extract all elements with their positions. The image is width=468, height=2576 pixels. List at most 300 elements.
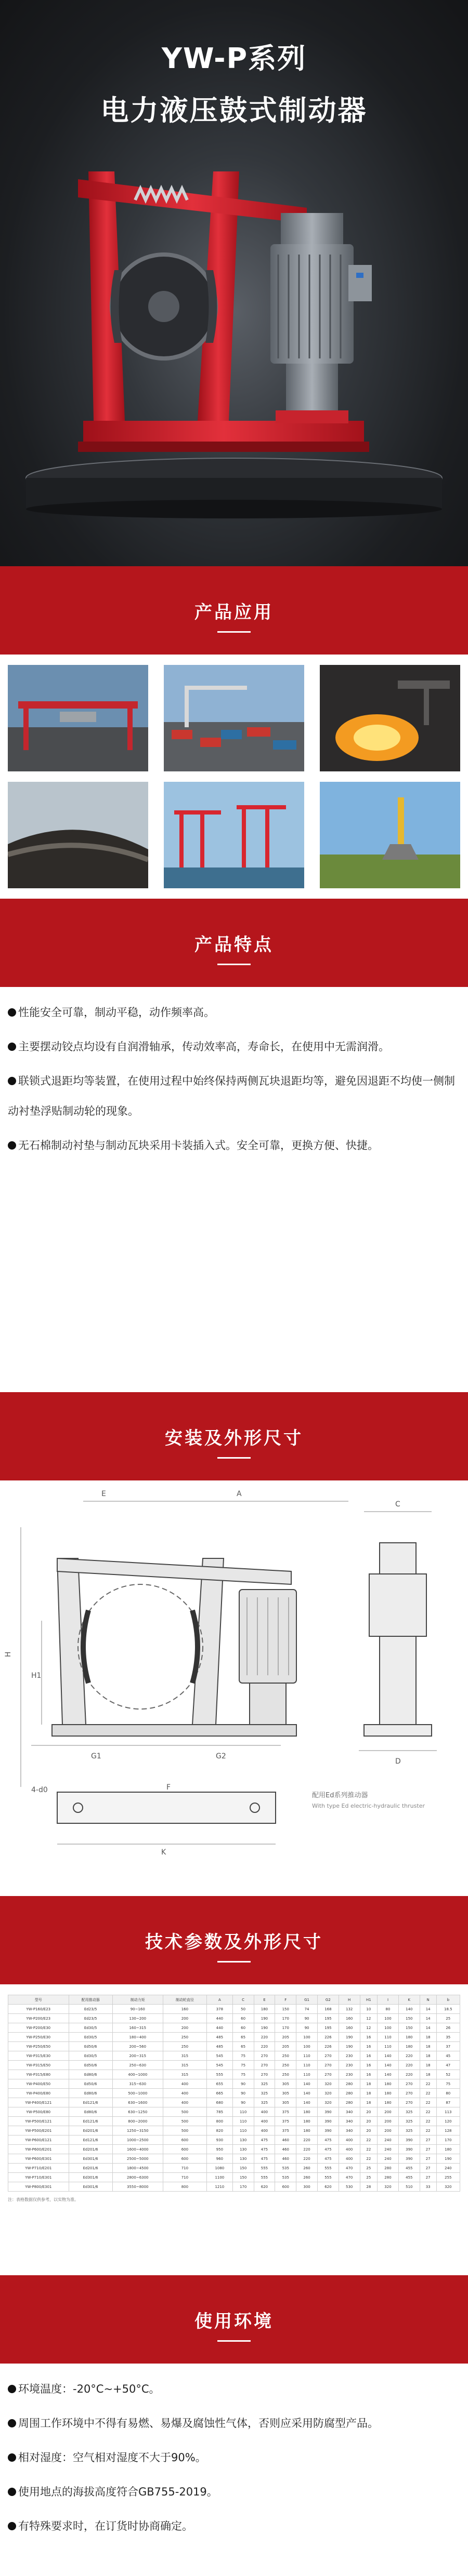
table-cell: 130~200 xyxy=(112,2014,163,2023)
table-cell: 200 xyxy=(163,2023,206,2033)
table-cell: 320 xyxy=(436,2182,460,2192)
table-cell: 150 xyxy=(232,2173,254,2182)
application-photo-grid xyxy=(0,655,468,899)
photo-steel-mill xyxy=(320,665,460,771)
table-cell: 325 xyxy=(254,2098,275,2107)
table-cell: 113 xyxy=(436,2107,460,2117)
table-cell: 140 xyxy=(378,2061,399,2070)
table-cell: 226 xyxy=(317,2033,339,2042)
table-cell: 390 xyxy=(317,2117,339,2126)
table-row xyxy=(8,2061,460,2070)
table-cell: 90 xyxy=(296,2014,318,2023)
table-cell: 18 xyxy=(420,2051,436,2061)
table-cell: 170 xyxy=(275,2023,296,2033)
table-cell: 140 xyxy=(296,2098,318,2107)
table-cell: Ed30/5 xyxy=(69,2051,112,2061)
table-cell: 390 xyxy=(317,2107,339,2117)
table-row xyxy=(8,2173,460,2182)
table-cell: Ed121/6 xyxy=(69,2117,112,2126)
table-cell: 305 xyxy=(275,2098,296,2107)
table-cell: 200 xyxy=(378,2107,399,2117)
table-cell: 100 xyxy=(378,2014,399,2023)
table-cell: 475 xyxy=(317,2135,339,2145)
table-row xyxy=(8,2117,460,2126)
table-cell: 320 xyxy=(317,2098,339,2107)
table-cell: 190 xyxy=(436,2154,460,2164)
table-cell: 800~2000 xyxy=(112,2117,163,2126)
table-cell: 90 xyxy=(232,2089,254,2098)
table-cell: 305 xyxy=(275,2089,296,2098)
table-cell: 22 xyxy=(360,2135,377,2145)
table-cell: YW-P250/E50 xyxy=(8,2042,69,2051)
bullet-icon xyxy=(8,2522,16,2530)
table-cell: 14 xyxy=(420,2005,436,2014)
table-cell: 460 xyxy=(275,2154,296,2164)
table-cell: 400 xyxy=(163,2089,206,2098)
table-cell: 90 xyxy=(232,2079,254,2089)
table-cell: 400 xyxy=(163,2098,206,2107)
table-cell: Ed301/6 xyxy=(69,2173,112,2182)
table-cell: Ed301/6 xyxy=(69,2154,112,2164)
spec-col-header: N xyxy=(420,1995,436,2005)
table-cell: 22 xyxy=(420,2089,436,2098)
table-cell: 390 xyxy=(398,2135,420,2145)
table-cell: 250 xyxy=(163,2042,206,2051)
table-cell: 120 xyxy=(436,2117,460,2126)
table-cell: 90 xyxy=(296,2023,318,2033)
table-cell: 190 xyxy=(339,2033,360,2042)
table-row xyxy=(8,2033,460,2042)
table-cell: 950 xyxy=(206,2145,232,2154)
table-cell: 18 xyxy=(420,2033,436,2042)
table-row xyxy=(8,2154,460,2164)
table-cell: 545 xyxy=(206,2051,232,2061)
table-cell: 400 xyxy=(339,2154,360,2164)
table-cell: 250 xyxy=(163,2033,206,2042)
thruster-note-cn: 配用Ed系列推动器 xyxy=(312,1792,368,1799)
table-cell: 180 xyxy=(296,2107,318,2117)
table-cell: 325 xyxy=(254,2079,275,2089)
table-cell: Ed80/6 xyxy=(69,2089,112,2098)
table-cell: YW-P600/E121 xyxy=(8,2135,69,2145)
table-cell: 47 xyxy=(436,2061,460,2070)
table-cell: 90 xyxy=(232,2098,254,2107)
table-cell: 375 xyxy=(275,2107,296,2117)
table-cell: 475 xyxy=(317,2154,339,2164)
hero-title-product: 电力液压鼓式制动器 xyxy=(100,94,368,127)
table-cell: 305 xyxy=(275,2079,296,2089)
section-header-environment xyxy=(0,2275,468,2364)
table-cell: 620 xyxy=(254,2182,275,2192)
table-cell: 200 xyxy=(378,2117,399,2126)
table-cell: 170 xyxy=(436,2135,460,2145)
table-cell: 16 xyxy=(360,2061,377,2070)
section-title: 使用环境 xyxy=(194,2307,274,2332)
table-cell: 100 xyxy=(378,2023,399,2033)
table-cell: Ed201/6 xyxy=(69,2164,112,2173)
table-cell: 535 xyxy=(275,2164,296,2173)
table-cell: 22 xyxy=(420,2098,436,2107)
table-cell: 455 xyxy=(398,2164,420,2173)
dim-label-g1: G1 xyxy=(91,1752,101,1760)
table-cell: 1080 xyxy=(206,2164,232,2173)
table-cell: 390 xyxy=(398,2145,420,2154)
table-cell: 325 xyxy=(254,2089,275,2098)
table-cell: 475 xyxy=(317,2145,339,2154)
table-cell: 110 xyxy=(296,2061,318,2070)
table-cell: 315 xyxy=(163,2051,206,2061)
table-cell: 630~1250 xyxy=(112,2107,163,2117)
table-cell: 60 xyxy=(232,2014,254,2023)
table-cell: 22 xyxy=(420,2079,436,2089)
table-cell: 195 xyxy=(317,2023,339,2033)
table-cell: 270 xyxy=(398,2089,420,2098)
table-cell: 820 xyxy=(206,2126,232,2135)
table-cell: 280 xyxy=(378,2164,399,2173)
table-cell: 400 xyxy=(254,2117,275,2126)
table-cell: 150 xyxy=(275,2005,296,2014)
table-cell: 240 xyxy=(436,2164,460,2173)
table-cell: 475 xyxy=(254,2145,275,2154)
table-cell: 50 xyxy=(232,2005,254,2014)
table-cell: 280 xyxy=(339,2079,360,2089)
spec-table-body xyxy=(8,2005,460,2192)
table-row xyxy=(8,2098,460,2107)
table-cell: 160~315 xyxy=(112,2023,163,2033)
table-cell: 250 xyxy=(275,2061,296,2070)
table-cell: 100 xyxy=(296,2042,318,2051)
table-cell: 375 xyxy=(275,2117,296,2126)
environment-list xyxy=(0,2364,468,2556)
photo-quay-container-cranes xyxy=(164,782,304,888)
table-cell: 130 xyxy=(232,2154,254,2164)
environment-item: 有特殊要求时，在订货时协商确定。 xyxy=(8,2511,460,2541)
table-cell: 250~630 xyxy=(112,2061,163,2070)
table-cell: 1800~4500 xyxy=(112,2164,163,2173)
table-cell: 14 xyxy=(420,2023,436,2033)
table-cell: 74 xyxy=(296,2005,318,2014)
section-title: 技术参数及外形尺寸 xyxy=(145,1928,323,1953)
table-cell: 110 xyxy=(232,2126,254,2135)
photo-drilling-rig xyxy=(320,782,460,888)
spec-col-header: 制动力矩 xyxy=(112,1995,163,2005)
table-cell: Ed201/6 xyxy=(69,2145,112,2154)
table-cell: YW-P400/E80 xyxy=(8,2089,69,2098)
table-cell: 180~400 xyxy=(112,2033,163,2042)
table-cell: 475 xyxy=(254,2135,275,2145)
table-cell: 27 xyxy=(420,2173,436,2182)
environment-item: 使用地点的海拔高度符合GB755-2019。 xyxy=(8,2477,460,2507)
spec-col-header: G1 xyxy=(296,1995,318,2005)
table-cell: 150 xyxy=(398,2014,420,2023)
table-cell: 400 xyxy=(254,2107,275,2117)
dim-label-4-d0: 4-d0 xyxy=(31,1786,48,1794)
bullet-icon xyxy=(8,1141,16,1150)
spec-col-header: I xyxy=(378,1995,399,2005)
feature-item: 主要摆动铰点均设有自润滑轴承，传动效率高，寿命长，在使用中无需润滑。 xyxy=(8,1032,460,1062)
table-cell: 1210 xyxy=(206,2182,232,2192)
table-cell: 27 xyxy=(420,2145,436,2154)
bullet-icon xyxy=(8,2385,16,2393)
table-cell: 200 xyxy=(378,2126,399,2135)
table-cell: 140 xyxy=(378,2070,399,2079)
dim-label-e: E xyxy=(101,1490,106,1498)
table-cell: 220 xyxy=(296,2135,318,2145)
spec-col-header: H xyxy=(339,1995,360,2005)
table-cell: 90~160 xyxy=(112,2005,163,2014)
table-row xyxy=(8,2079,460,2089)
table-cell: 110 xyxy=(378,2042,399,2051)
table-cell: 270 xyxy=(317,2061,339,2070)
feature-item: 联锁式退距均等装置，在使用过程中始终保持两侧瓦块退距均等，避免因退距不均使一侧制动衬垫浮贴制动轮的现象。 xyxy=(8,1075,455,1117)
dim-label-k: K xyxy=(161,1848,166,1857)
spec-col-header: 型号 xyxy=(8,1995,69,2005)
table-cell: 132 xyxy=(339,2005,360,2014)
table-cell: 180 xyxy=(378,2079,399,2089)
spec-col-header: A xyxy=(206,1995,232,2005)
table-cell: 27 xyxy=(420,2135,436,2145)
table-cell: 280 xyxy=(339,2098,360,2107)
table-cell: 140 xyxy=(398,2005,420,2014)
table-cell: 315 xyxy=(163,2070,206,2079)
section-header-parameters xyxy=(0,1896,468,1984)
photo-mining-conveyor xyxy=(8,782,148,888)
table-cell: 470 xyxy=(339,2173,360,2182)
hero-banner xyxy=(0,0,468,566)
table-cell: 460 xyxy=(275,2135,296,2145)
dim-label-a: A xyxy=(237,1490,242,1498)
table-cell: 220 xyxy=(398,2061,420,2070)
table-cell: 18.5 xyxy=(436,2005,460,2014)
table-cell: 710 xyxy=(163,2164,206,2173)
table-cell: 390 xyxy=(317,2126,339,2135)
table-cell: 270 xyxy=(398,2098,420,2107)
table-cell: 555 xyxy=(254,2164,275,2173)
table-cell: 400~1000 xyxy=(112,2070,163,2079)
environment-item: 相对湿度：空气相对湿度不大于90%。 xyxy=(8,2442,460,2473)
table-cell: 320 xyxy=(317,2079,339,2089)
table-cell: 655 xyxy=(206,2079,232,2089)
brake-product-image xyxy=(57,151,411,473)
table-cell: 340 xyxy=(339,2126,360,2135)
table-cell: YW-P600/E201 xyxy=(8,2145,69,2154)
table-cell: 255 xyxy=(436,2173,460,2182)
table-cell: 130 xyxy=(232,2135,254,2145)
table-cell: 16 xyxy=(360,2051,377,2061)
table-cell: 270 xyxy=(317,2070,339,2079)
dim-label-h1: H1 xyxy=(31,1672,42,1680)
table-cell: 2800~6300 xyxy=(112,2173,163,2182)
table-cell: 440 xyxy=(206,2014,232,2023)
table-cell: Ed301/6 xyxy=(69,2182,112,2192)
table-cell: 80 xyxy=(436,2089,460,2098)
table-cell: 140 xyxy=(296,2089,318,2098)
table-cell: 205 xyxy=(275,2033,296,2042)
table-cell: 230 xyxy=(339,2051,360,2061)
table-cell: Ed80/6 xyxy=(69,2070,112,2079)
spec-col-header: 制动轮直径 xyxy=(163,1995,206,2005)
dim-label-f: F xyxy=(166,1783,171,1792)
table-cell: YW-P200/E23 xyxy=(8,2014,69,2023)
spec-col-header: F xyxy=(275,1995,296,2005)
table-cell: YW-P400/E50 xyxy=(8,2079,69,2089)
table-cell: 22 xyxy=(360,2154,377,2164)
table-cell: 1000~2500 xyxy=(112,2135,163,2145)
table-row xyxy=(8,2135,460,2145)
table-cell: 220 xyxy=(398,2051,420,2061)
table-cell: 665 xyxy=(206,2089,232,2098)
table-cell: Ed50/6 xyxy=(69,2079,112,2089)
table-row xyxy=(8,2014,460,2023)
dim-label-c: C xyxy=(395,1500,400,1509)
table-cell: 170 xyxy=(275,2014,296,2023)
feature-item: 无石棉制动衬垫与制动瓦块采用卡装插入式。安全可靠，更换方便、快捷。 xyxy=(8,1130,460,1160)
table-cell: 485 xyxy=(206,2033,232,2042)
environment-item: 环境温度：-20°C~+50°C。 xyxy=(8,2374,460,2404)
table-cell: 110 xyxy=(378,2033,399,2042)
table-cell: YW-P500/E201 xyxy=(8,2126,69,2135)
table-cell: 240 xyxy=(378,2154,399,2164)
table-cell: 2500~5000 xyxy=(112,2154,163,2164)
table-row xyxy=(8,2164,460,2173)
table-cell: 620 xyxy=(317,2182,339,2192)
table-cell: YW-P315/E50 xyxy=(8,2061,69,2070)
table-cell: 340 xyxy=(339,2107,360,2117)
table-cell: 500~1000 xyxy=(112,2089,163,2098)
table-cell: 168 xyxy=(317,2005,339,2014)
table-cell: 16 xyxy=(360,2033,377,2042)
table-cell: 530 xyxy=(339,2182,360,2192)
table-row xyxy=(8,2070,460,2079)
feature-item: 性能安全可靠，制动平稳，动作频率高。 xyxy=(8,997,460,1027)
table-cell: YW-P500/E80 xyxy=(8,2107,69,2117)
display-stage xyxy=(21,457,447,519)
table-cell: 190 xyxy=(254,2014,275,2023)
table-cell: Ed201/6 xyxy=(69,2126,112,2135)
table-cell: 22 xyxy=(360,2145,377,2154)
table-cell: 270 xyxy=(254,2061,275,2070)
table-cell: 460 xyxy=(275,2145,296,2154)
table-cell: 315~630 xyxy=(112,2079,163,2089)
table-cell: 500 xyxy=(163,2126,206,2135)
table-cell: 440 xyxy=(206,2023,232,2033)
table-cell: 60 xyxy=(232,2023,254,2033)
spec-table-header-row xyxy=(8,1995,460,2005)
table-cell: 200 xyxy=(163,2014,206,2023)
photo-port-gantry-crane xyxy=(8,665,148,771)
table-cell: 75 xyxy=(232,2051,254,2061)
table-cell: 260 xyxy=(296,2164,318,2173)
table-cell: YW-P250/E30 xyxy=(8,2033,69,2042)
table-row xyxy=(8,2107,460,2117)
table-cell: 130 xyxy=(232,2145,254,2154)
table-cell: 400 xyxy=(339,2145,360,2154)
table-cell: YW-P710/E201 xyxy=(8,2164,69,2173)
table-cell: 14 xyxy=(420,2014,436,2023)
table-cell: 325 xyxy=(398,2107,420,2117)
table-cell: 220 xyxy=(398,2070,420,2079)
table-cell: 270 xyxy=(254,2070,275,2079)
spec-col-header: C xyxy=(232,1995,254,2005)
table-cell: 220 xyxy=(296,2145,318,2154)
table-cell: 18 xyxy=(360,2098,377,2107)
table-cell: 400 xyxy=(163,2079,206,2089)
table-cell: YW-P710/E301 xyxy=(8,2173,69,2182)
table-cell: 230 xyxy=(339,2070,360,2079)
photo-container-terminal xyxy=(164,665,304,771)
table-cell: 240 xyxy=(378,2145,399,2154)
table-cell: 535 xyxy=(275,2173,296,2182)
table-cell: 128 xyxy=(436,2126,460,2135)
table-cell: 800 xyxy=(206,2117,232,2126)
table-cell: 180 xyxy=(398,2042,420,2051)
section-title: 安装及外形尺寸 xyxy=(165,1424,303,1449)
bullet-icon xyxy=(8,2488,16,2496)
table-cell: 710 xyxy=(163,2173,206,2182)
section-title: 产品应用 xyxy=(194,598,274,623)
table-cell: 600 xyxy=(163,2145,206,2154)
table-cell: 205 xyxy=(275,2042,296,2051)
table-cell: 470 xyxy=(339,2164,360,2173)
table-cell: 160 xyxy=(163,2005,206,2014)
table-cell: 555 xyxy=(254,2173,275,2182)
table-cell: 33 xyxy=(420,2182,436,2192)
table-cell: 18 xyxy=(420,2070,436,2079)
spec-table xyxy=(8,1995,460,2192)
table-cell: 18 xyxy=(420,2061,436,2070)
table-cell: YW-P315/E80 xyxy=(8,2070,69,2079)
table-cell: 280 xyxy=(339,2089,360,2098)
table-cell: 220 xyxy=(296,2154,318,2164)
table-cell: Ed50/6 xyxy=(69,2061,112,2070)
table-cell: 315 xyxy=(163,2061,206,2070)
environment-item: 周围工作环境中不得有易燃、易爆及腐蚀性气体，否则应采用防腐型产品。 xyxy=(8,2408,460,2438)
table-cell: 195 xyxy=(317,2014,339,2023)
table-cell: Ed121/6 xyxy=(69,2135,112,2145)
table-cell: 140 xyxy=(296,2079,318,2089)
table-cell: 22 xyxy=(420,2126,436,2135)
table-cell: 190 xyxy=(254,2023,275,2033)
table-cell: 455 xyxy=(398,2173,420,2182)
table-cell: 180 xyxy=(398,2033,420,2042)
bullet-icon xyxy=(8,1077,16,1085)
table-cell: 230 xyxy=(339,2061,360,2070)
table-cell: 325 xyxy=(398,2126,420,2135)
table-cell: 300 xyxy=(296,2182,318,2192)
table-cell: 1600~4000 xyxy=(112,2145,163,2154)
table-cell: 1100 xyxy=(206,2173,232,2182)
table-cell: 80 xyxy=(378,2005,399,2014)
table-cell: 25 xyxy=(436,2014,460,2023)
table-cell: 25 xyxy=(360,2164,377,2173)
table-row xyxy=(8,2126,460,2135)
bullet-icon xyxy=(8,2453,16,2462)
table-cell: 160 xyxy=(339,2023,360,2033)
table-cell: 180 xyxy=(378,2089,399,2098)
table-cell: YW-P500/E121 xyxy=(8,2117,69,2126)
table-cell: 20 xyxy=(360,2126,377,2135)
table-cell: 226 xyxy=(317,2042,339,2051)
table-row xyxy=(8,2182,460,2192)
table-cell: 220 xyxy=(254,2042,275,2051)
table-cell: 180 xyxy=(378,2098,399,2107)
table-cell: YW-P400/E121 xyxy=(8,2098,69,2107)
table-cell: YW-P800/E301 xyxy=(8,2182,69,2192)
table-cell: Ed80/6 xyxy=(69,2107,112,2117)
table-cell: 270 xyxy=(317,2051,339,2061)
section-header-application xyxy=(0,566,468,655)
table-cell: 180 xyxy=(254,2005,275,2014)
